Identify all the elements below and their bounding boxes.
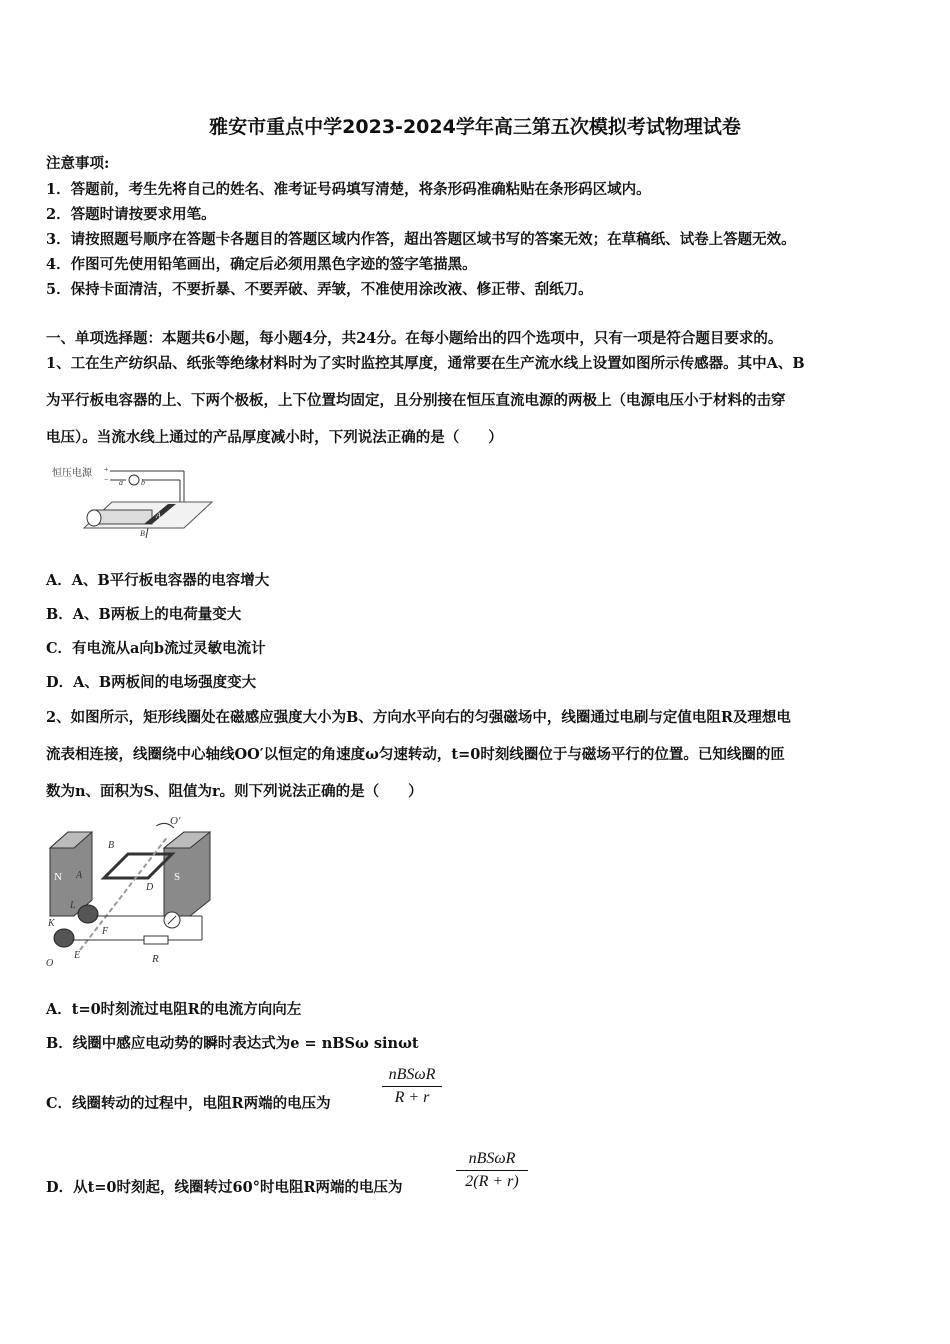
notice-item-3: 3．请按照题号顺序在答题卡各题目的答题区域内作答，超出答题区域书写的答案无效；在草稿纸、试卷上答题无效。 <box>46 231 796 248</box>
notice-item-4: 4．作图可先使用铅笔画出，确定后必须用黑色字迹的签字笔描黑。 <box>46 256 477 273</box>
q1-option-d: D．A、B两板间的电场强度变大 <box>46 674 257 691</box>
q1-option-b: B．A、B两板上的电荷量变大 <box>46 606 242 623</box>
q1-line-2: 为平行板电容器的上、下两个极板，上下位置均固定，且分别接在恒压直流电源的两极上（电源电压小于材料的击穿 <box>46 392 786 409</box>
q1-fig-minus: − <box>104 475 109 484</box>
notice-item-5: 5．保持卡面清洁，不要折暴、不要弄破、弄皱，不准使用涂改液、修正带、刮纸刀。 <box>46 281 593 298</box>
page-title: 雅安市重点中学2023-2024学年高三第五次模拟考试物理试卷 <box>209 116 741 138</box>
q1-line-3: 电压）。当流水线上通过的产品厚度减小时，下列说法正确的是（ ） <box>46 429 503 446</box>
q2-fig-axis <box>80 836 168 950</box>
q2-option-d-numerator: nBSωR <box>468 1150 516 1167</box>
q1-fig-plate-b-lead <box>146 528 148 538</box>
q1-fig-a: a <box>119 478 123 487</box>
q2-fig-F: F <box>102 926 109 937</box>
q1-fig-roller <box>87 510 101 526</box>
q2-option-c-numerator: nBSωR <box>388 1066 436 1083</box>
section-header: 一、单项选择题：本题共6小题，每小题4分，共24分。在每小题给出的四个选项中，只有一项是符合题目要求的。 <box>46 330 783 347</box>
q2-line-3: 数为n、面积为S、阻值为r。则下列说法正确的是（ ） <box>46 783 423 800</box>
q2-fig-coil <box>104 854 172 878</box>
q2-fig-N: N <box>54 871 62 883</box>
q2-option-d-fraction-bar <box>456 1170 528 1171</box>
notice-heading: 注意事项: <box>46 155 110 172</box>
q2-fig-S: S <box>174 871 181 883</box>
q1-option-a: A．A、B平行板电容器的电容增大 <box>46 572 270 589</box>
q1-fig-plus: + <box>104 465 109 474</box>
q1-figure-sensor <box>48 462 220 542</box>
notice-item-1: 1．答题前，考生先将自己的姓名、准考证号码填写清楚，将条形码准确粘贴在条形码区域内。 <box>46 181 651 198</box>
q1-fig-galvanometer <box>129 475 139 485</box>
q2-option-d: D．从t=0时刻起，线圈转过60°时电阻R两端的电压为 <box>46 1179 403 1196</box>
q2-fig-R: R <box>152 953 159 965</box>
q2-fig-D: D <box>146 882 154 893</box>
q2-fig-slip-ring-2 <box>54 929 74 947</box>
q1-fig-source-label: 恒压电源 <box>52 468 92 479</box>
q2-fig-O-top: O′ <box>170 815 181 827</box>
q2-fig-E: E <box>74 950 81 961</box>
q2-option-d-denominator: 2(R + r) <box>465 1173 519 1190</box>
q2-option-d-fraction <box>456 1150 528 1191</box>
q1-fig-A: A <box>156 511 161 520</box>
q2-option-a: A．t=0时刻流过电阻R的电流方向向左 <box>46 1001 302 1018</box>
q2-figure-generator <box>44 810 216 972</box>
q2-option-c-fraction-bar <box>382 1086 442 1087</box>
q2-fig-L: L <box>70 900 76 911</box>
q2-fig-K: K <box>48 918 55 929</box>
q2-option-c: C．线圈转动的过程中，电阻R两端的电压为 <box>46 1095 331 1112</box>
q2-option-c-fraction <box>382 1066 442 1107</box>
q2-fig-B: B <box>108 840 115 851</box>
q2-fig-resistor <box>144 936 168 944</box>
q2-option-b: B．线圈中感应电动势的瞬时表达式为e = nBSω sinωt <box>46 1035 419 1052</box>
q2-option-c-denominator: R + r <box>394 1089 430 1106</box>
q1-fig-B: B <box>140 529 145 538</box>
q1-option-c: C．有电流从a向b流过灵敏电流计 <box>46 640 266 657</box>
q1-line-1: 1、工在生产纺织品、纸张等绝缘材料时为了实时监控其厚度，通常要在生产流水线上设置如图所示传感器。其中A、B <box>46 355 805 372</box>
notice-item-2: 2．答题时请按要求用笔。 <box>46 206 216 223</box>
q2-fig-slip-ring-1 <box>78 905 98 923</box>
q2-fig-O: O <box>46 958 54 969</box>
q2-line-2: 流表相连接，线圈绕中心轴线OO′以恒定的角速度ω匀速转动，t=0时刻线圈位于与磁场平行的位置。已知线圈的匝 <box>46 746 785 763</box>
q2-fig-A: A <box>76 870 83 881</box>
q2-line-1: 2、如图所示，矩形线圈处在磁感应强度大小为B、方向水平向右的匀强磁场中，线圈通过电刷与定值电阻R及理想电 <box>46 709 791 726</box>
q1-fig-b: b <box>141 478 145 487</box>
